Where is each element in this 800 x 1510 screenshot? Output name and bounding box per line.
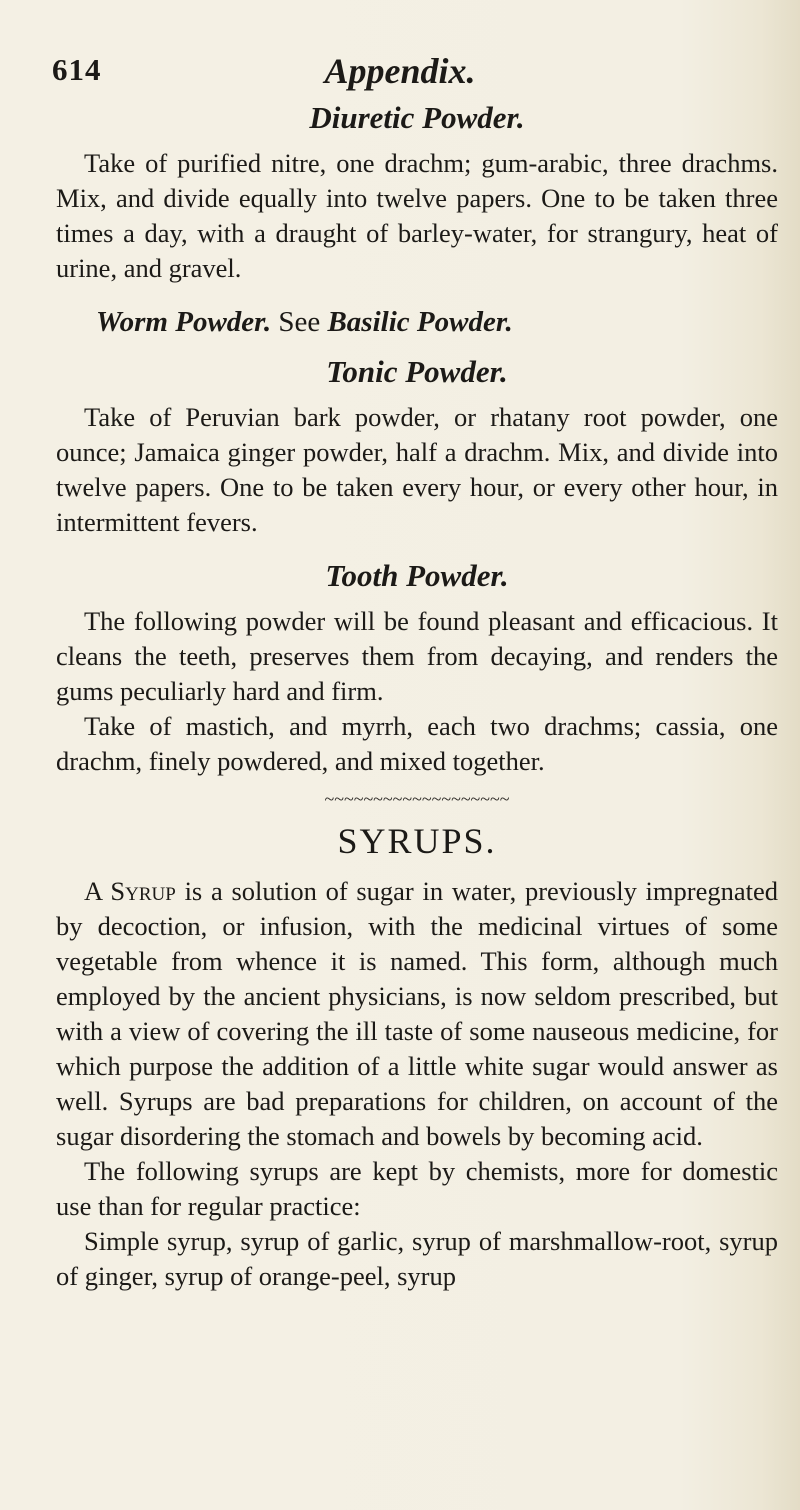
body-text: [56, 98, 778, 1294]
paragraph-tonic-powder: Take of Peruvian bark powder, or rhatany root powder, one ounce; Jamaica ginger powder, half a drachm. Mix, and divide into twelve papers. One to be taken every hour, or every other hour, in intermittent fevers.: [56, 402, 778, 537]
paragraph-tooth-powder-1: The following powder will be found pleasant and efficacious. It cleans the teeth, preserves them from decaying, and renders the gums peculiarly hard and firm.: [56, 606, 778, 706]
syrups-definition: is a solution of sugar in water, previously impregnated by decoction, or infusion, with the medicinal virtues of some vegetable from whence it is named. This form, although much employed by the ancient physicians, is now seldom prescribed, but with a view of covering the ill taste of some nauseous medicine, for which purpose the addition of a little white sugar would answer as well. Syrups are bad preparations for children, on account of the sugar disordering the stomach and bowels by becoming acid.: [56, 876, 778, 1151]
worm-powder-title: Worm Powder.: [96, 306, 272, 338]
heading-tonic-powder: Tonic Powder.: [326, 354, 508, 389]
section-title-syrups: SYRUPS.: [337, 821, 497, 861]
paragraph-syrups-1: [56, 874, 778, 1154]
heading-tooth-powder: Tooth Powder.: [325, 558, 509, 593]
see-label: See: [278, 306, 321, 338]
page-number: 614: [52, 52, 102, 87]
paragraph-syrups-2: The following syrups are kept by chemists, more for domestic use than for regular practice:: [56, 1156, 778, 1221]
page-header: [0, 30, 800, 91]
paragraph-diuretic-powder: Take of purified nitre, one drachm; gum-arabic, three drachms. Mix, and divide equally into twelve papers. One to be taken three times a day, with a draught of barley-water, for strangury, heat of urine, and gravel.: [56, 148, 778, 283]
ornament-divider: ~~~~~~~~~~~~~~~~~~~: [324, 789, 510, 809]
paragraph-syrups-3: Simple syrup, syrup of garlic, syrup of marshmallow-root, syrup of ginger, syrup of orange-peel, syrup: [56, 1226, 778, 1291]
worm-powder-entry: [56, 302, 778, 342]
paragraph-tooth-powder-2: Take of mastich, and myrrh, each two drachms; cassia, one drachm, finely powdered, and mixed together.: [56, 711, 778, 776]
basilic-powder-reference: Basilic Powder.: [327, 306, 513, 338]
running-head: Appendix.: [324, 51, 476, 91]
heading-diuretic-powder: Diuretic Powder.: [309, 100, 525, 135]
syrup-lead-word: A Syrup: [84, 876, 176, 906]
